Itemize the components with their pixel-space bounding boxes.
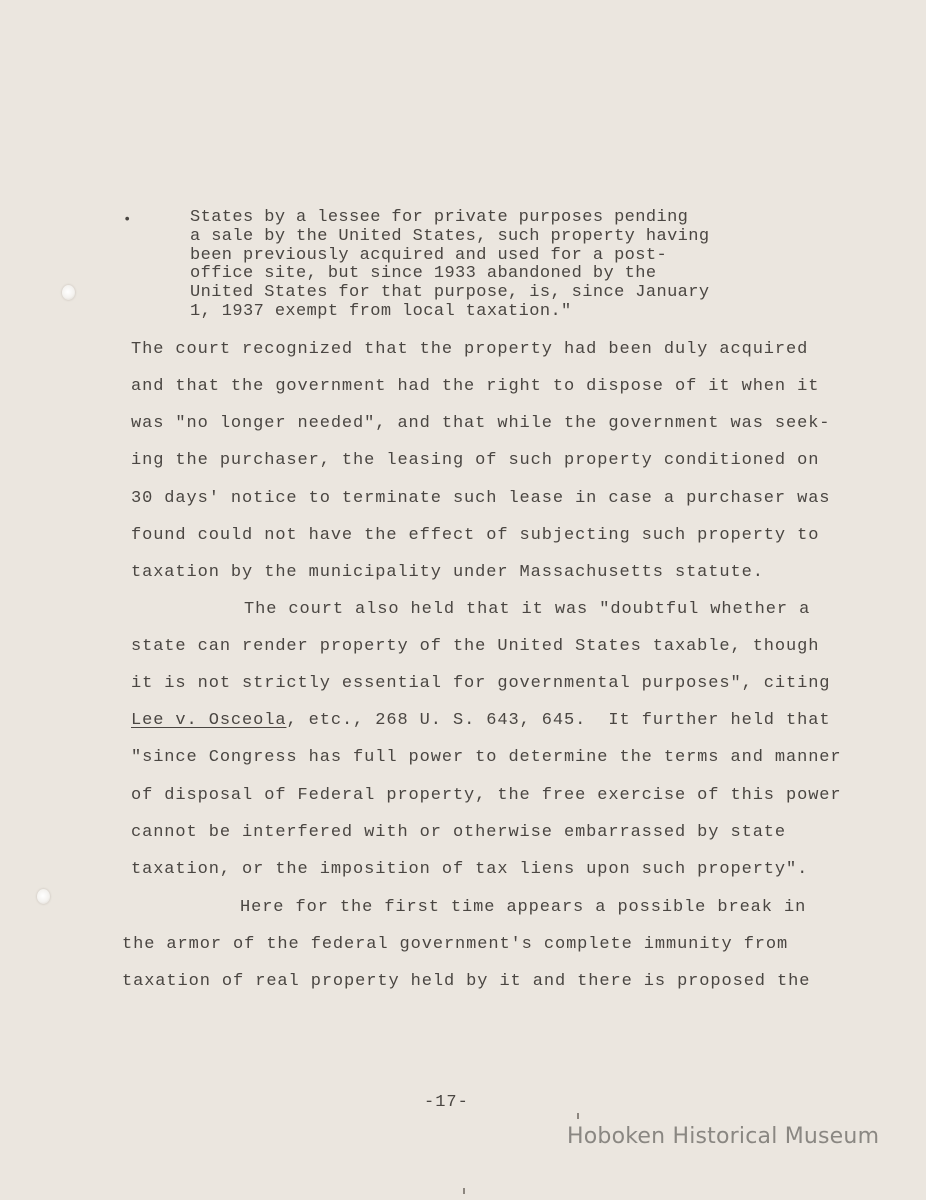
paragraph-line: and that the government had the right to dispose of it when it bbox=[131, 377, 820, 396]
quote-line: United States for that purpose, is, since January bbox=[190, 283, 710, 302]
citation-text: , etc., 268 U. S. 643, 645. It further held that bbox=[286, 711, 831, 730]
margin-mark: • bbox=[123, 212, 132, 228]
scan-tick-mark bbox=[463, 1188, 465, 1194]
paragraph-line bbox=[131, 710, 830, 732]
paragraph-line: The court also held that it was "doubtful whether a bbox=[244, 600, 811, 619]
paragraph-line: state can render property of the United States taxable, though bbox=[131, 637, 820, 656]
page-number: -17- bbox=[424, 1093, 469, 1112]
scan-tick-mark bbox=[577, 1113, 579, 1119]
paragraph-line: taxation, or the imposition of tax liens upon such property". bbox=[131, 860, 809, 879]
paragraph-line: found could not have the effect of subjecting such property to bbox=[131, 526, 820, 545]
paragraph-line: The court recognized that the property had been duly acquired bbox=[131, 340, 809, 359]
quote-line: 1, 1937 exempt from local taxation." bbox=[190, 302, 572, 321]
paragraph-line: the armor of the federal government's complete immunity from bbox=[122, 935, 789, 954]
punch-hole-icon bbox=[62, 285, 75, 300]
case-citation: Lee v. Osceola bbox=[131, 711, 287, 730]
paragraph-line: taxation by the municipality under Massachusetts statute. bbox=[131, 563, 764, 582]
quote-line: States by a lessee for private purposes pending bbox=[190, 208, 689, 227]
paragraph-line: "since Congress has full power to determine the terms and manner bbox=[131, 748, 842, 767]
paragraph-line: taxation of real property held by it and there is proposed the bbox=[122, 972, 811, 991]
paragraph-line: cannot be interfered with or otherwise embarrassed by state bbox=[131, 823, 786, 842]
punch-hole-icon bbox=[37, 889, 50, 904]
quote-line: been previously acquired and used for a post- bbox=[190, 246, 668, 265]
paragraph-line: it is not strictly essential for governmental purposes", citing bbox=[131, 674, 831, 693]
quote-line: a sale by the United States, such property having bbox=[190, 227, 710, 246]
paragraph-line: Here for the first time appears a possible break in bbox=[240, 898, 807, 917]
quote-line: office site, but since 1933 abandoned by the bbox=[190, 264, 657, 283]
paragraph-line: ing the purchaser, the leasing of such property conditioned on bbox=[131, 451, 820, 470]
paragraph-line: was "no longer needed", and that while the government was seek- bbox=[131, 414, 831, 433]
paragraph-line: of disposal of Federal property, the free exercise of this power bbox=[131, 786, 842, 805]
museum-watermark: Hoboken Historical Museum bbox=[567, 1124, 880, 1149]
paragraph-line: 30 days' notice to terminate such lease in case a purchaser was bbox=[131, 489, 831, 508]
